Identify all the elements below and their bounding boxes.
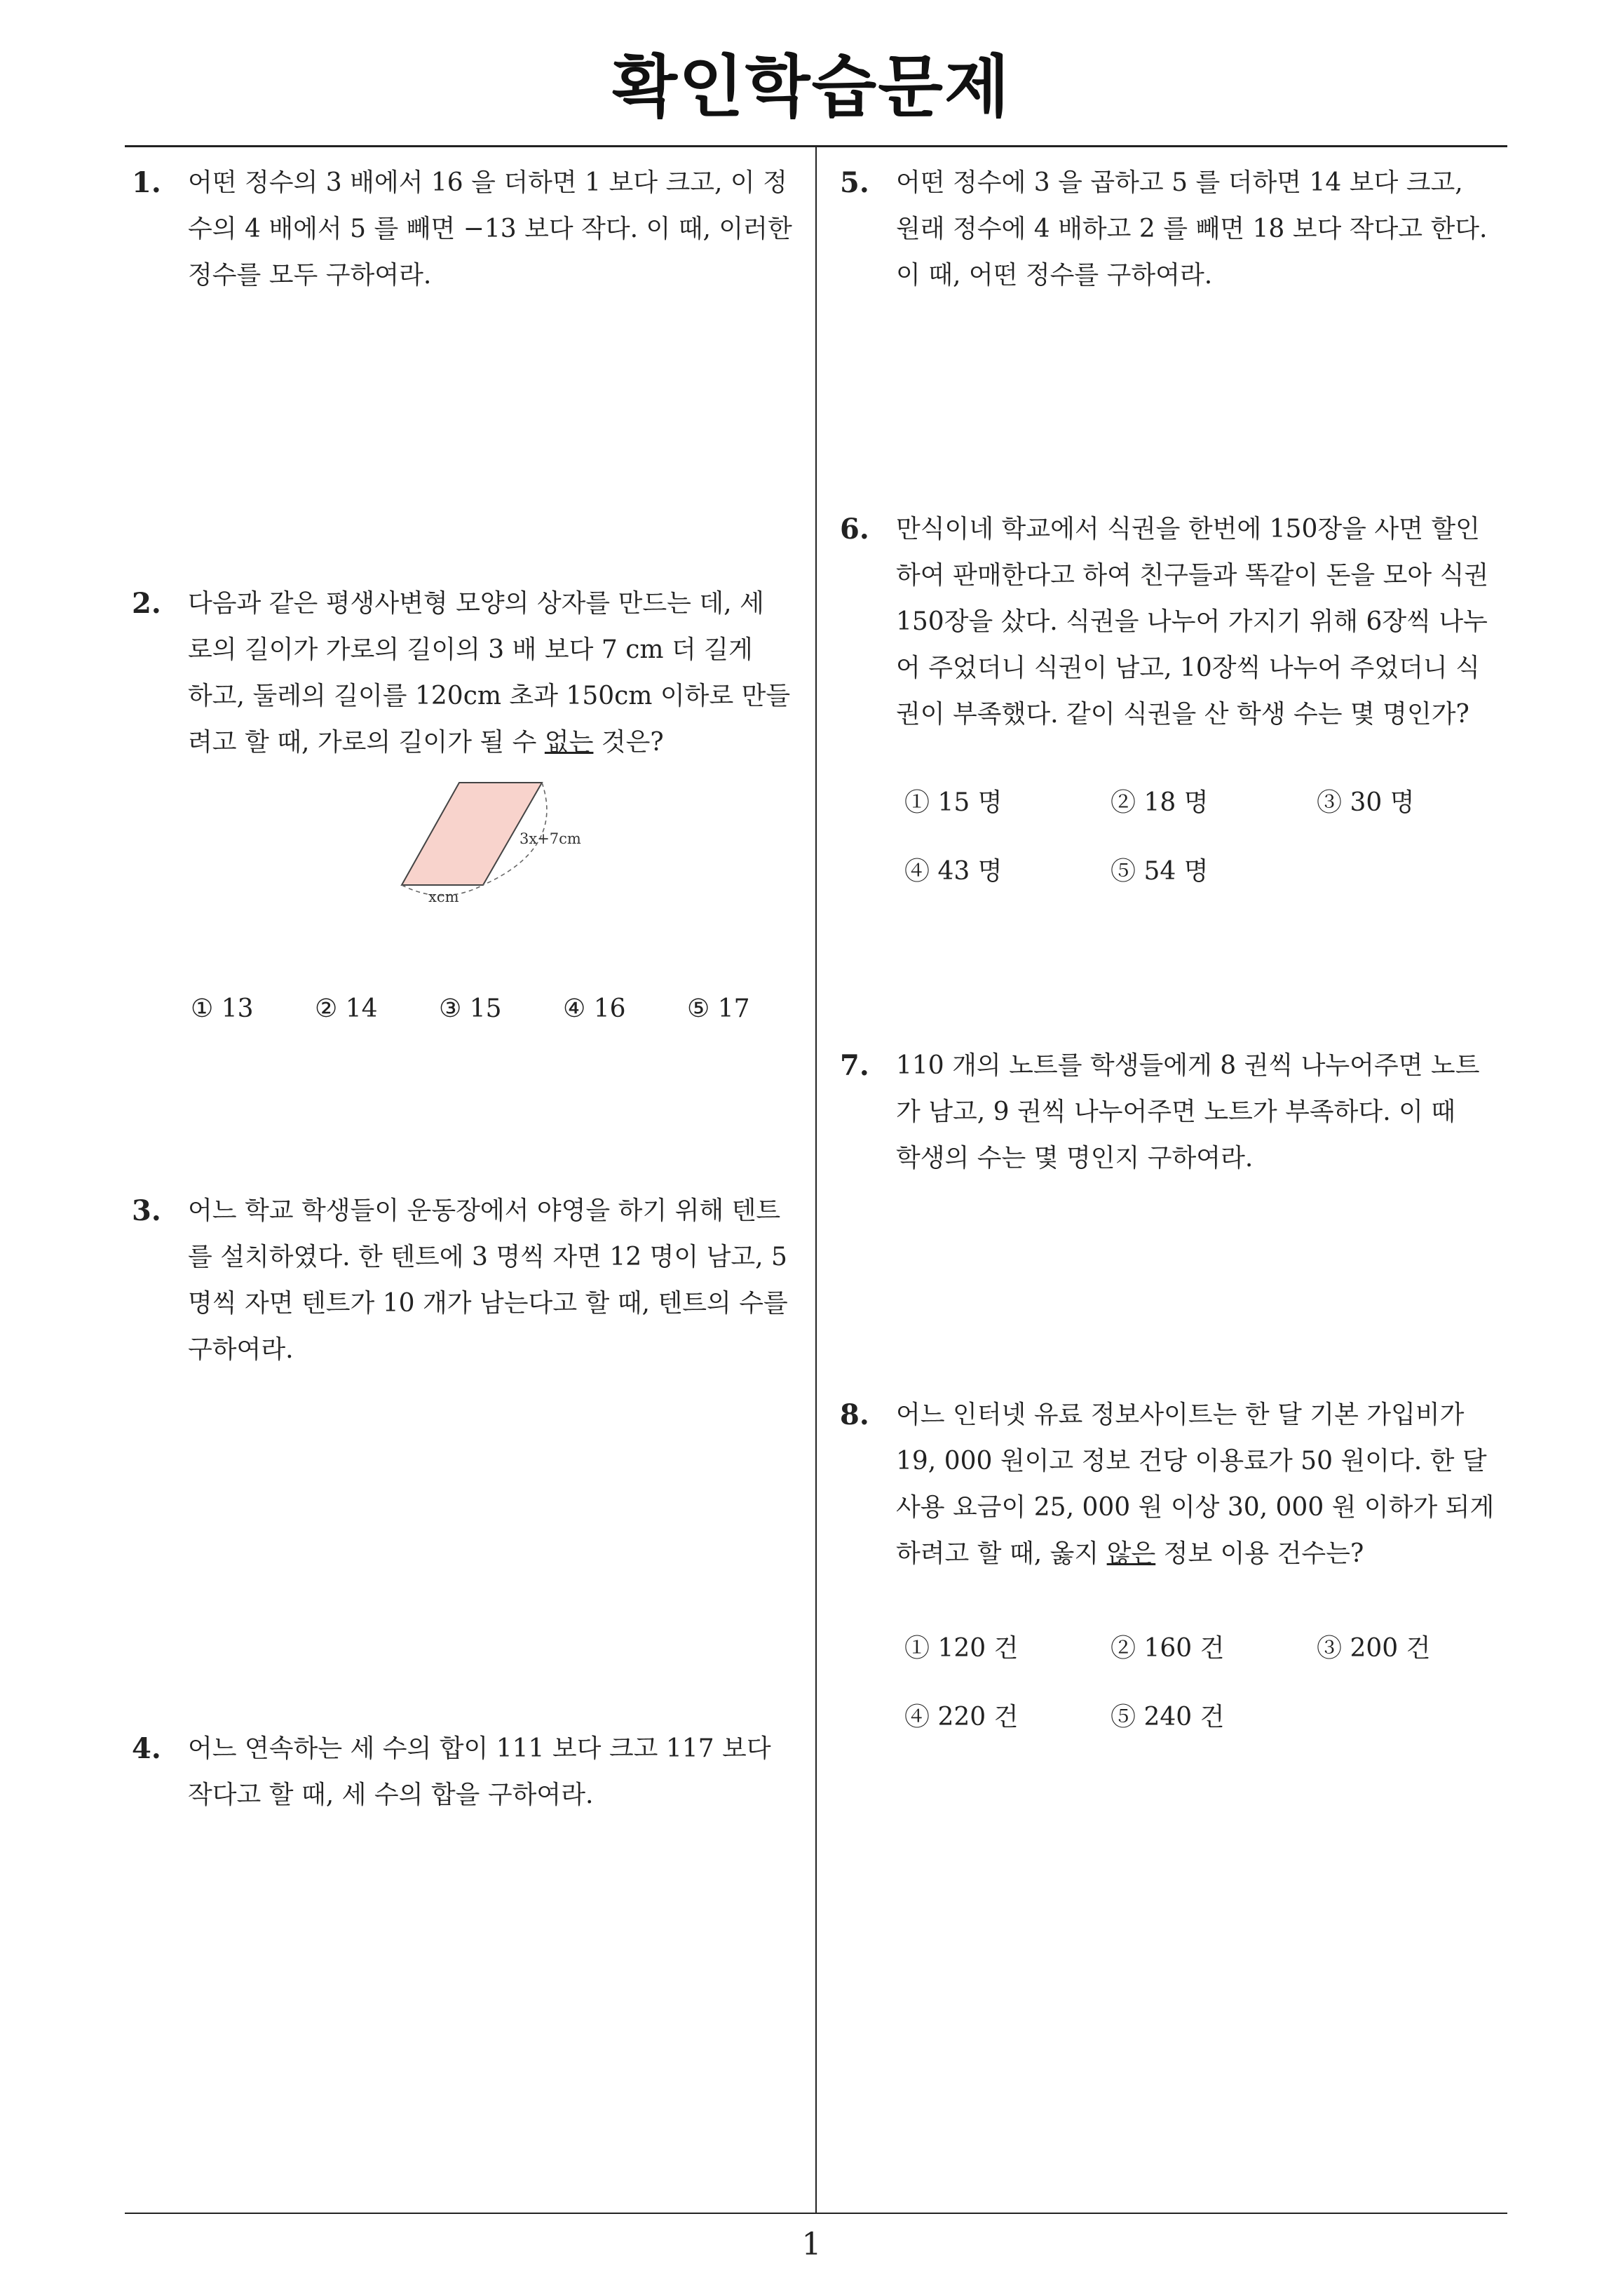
question-text [188,160,805,299]
question-text [188,581,805,766]
question-line: 하고, 둘레의 길이를 120cm 초과 150cm 이하로 만들 [188,682,791,710]
choice-4[interactable]: ④ 16 [563,994,626,1023]
question-number: 4. [132,1732,161,1765]
question-line: 권이 부족했다. 같이 식권을 산 학생 수는 몇 명인가? [896,700,1469,729]
question-line: 어떤 정수의 3 배에서 16 을 더하면 1 보다 크고, 이 정 [188,168,787,197]
choice-1[interactable]: ① 13 [191,994,254,1023]
question-line: 를 설치하였다. 한 텐트에 3 명씩 자면 12 명이 남고, 5 [188,1243,787,1271]
base-length-label: xcm [428,889,459,905]
question-number: 7. [840,1049,869,1082]
question-line: 어떤 정수에 3 을 곱하고 5 를 더하면 14 보다 크고, [896,168,1463,197]
question-line: 사용 요금이 25, 000 원 이상 30, 000 원 이하가 되게 [896,1493,1495,1522]
question-text [188,1726,805,1818]
question-line: 명씩 자면 텐트가 10 개가 남는다고 할 때, 텐트의 수를 [188,1289,788,1318]
question-number: 6. [840,513,869,546]
choice-3[interactable]: ③ 30 명 [1317,788,1415,817]
question-line: 19, 000 원이고 정보 건당 이용료가 50 원이다. 한 달 [896,1447,1487,1475]
question-line [188,720,805,766]
question-text [896,1043,1513,1182]
question-number: 2. [132,587,161,620]
page-number: 1 [801,2227,822,2262]
question-line: 다음과 같은 평생사변형 모양의 상자를 만드는 데, 세 [188,589,764,618]
question-line-pre: 하려고 할 때, 옳지 [896,1539,1107,1568]
choice-3[interactable]: ③ 15 [439,994,502,1023]
question-line: 로의 길이가 가로의 길이의 3 배 보다 7 cm 더 길게 [188,635,753,664]
question-1 [132,160,805,299]
question-line: 가 남고, 9 권씩 나누어주면 노트가 부족하다. 이 때 [896,1098,1456,1126]
question-text [896,506,1513,738]
choice-4[interactable]: ④ 220 건 [904,1703,1019,1731]
underlined-keyword: 없는 [544,728,594,757]
question-line: 110 개의 노트를 학생들에게 8 권씩 나누어주면 노트 [896,1051,1480,1080]
question-line: 학생의 수는 몇 명인지 구하여라. [896,1144,1254,1173]
question-text [896,160,1513,299]
column-divider [815,145,817,2214]
question-8 [840,1392,1513,1577]
choice-5[interactable]: ⑤ 17 [687,994,750,1023]
choice-2[interactable]: ② 14 [315,994,378,1023]
question-line: 어느 연속하는 세 수의 합이 111 보다 크고 117 보다 [188,1734,771,1763]
question-line: 이 때, 어떤 정수를 구하여라. [896,261,1213,290]
question-line: 구하여라. [188,1335,294,1364]
question-5 [840,160,1513,299]
question-line: 어 주었더니 식권이 남고, 10장씩 나누어 주었더니 식 [896,654,1480,682]
underlined-keyword: 않은 [1106,1539,1156,1568]
choice-3[interactable]: ③ 200 건 [1317,1634,1431,1663]
page-title: 확인학습문제 [612,48,1011,126]
question-line: 150장을 샀다. 식권을 나누어 가지기 위해 6장씩 나누 [896,607,1488,636]
choice-4[interactable]: ④ 43 명 [904,857,1003,886]
choice-1[interactable]: ① 15 명 [904,788,1003,817]
question-4 [132,1726,805,1818]
question-line: 원래 정수에 4 배하고 2 를 빼면 18 보다 작다고 한다. [896,215,1488,243]
footer-rule [125,2213,1507,2214]
question-text [896,1392,1513,1577]
question-line: 하여 판매한다고 하여 친구들과 똑같이 돈을 모아 식권 [896,561,1489,590]
question-line: 정수를 모두 구하여라. [188,261,432,290]
question-number: 1. [132,166,161,199]
question-6 [840,506,1513,738]
question-7 [840,1043,1513,1182]
question-line: 만식이네 학교에서 식권을 한번에 150장을 사면 할인 [896,515,1480,543]
choice-5[interactable]: ⑤ 240 건 [1111,1703,1225,1731]
question-line-pre: 려고 할 때, 가로의 길이가 될 수 [188,728,545,757]
question-line-post: 것은? [593,728,664,757]
question-line: 어느 인터넷 유료 정보사이트는 한 달 기본 가입비가 [896,1400,1465,1429]
question-line: 작다고 할 때, 세 수의 합을 구하여라. [188,1781,594,1809]
choice-5[interactable]: ⑤ 54 명 [1111,857,1209,886]
question-line: 수의 4 배에서 5 를 빼면 −13 보다 작다. 이 때, 이러한 [188,215,792,243]
question-3 [132,1188,805,1373]
question-line [896,1531,1513,1577]
question-line-post: 정보 이용 건수는? [1155,1539,1364,1568]
choice-2[interactable]: ② 18 명 [1111,788,1209,817]
question-line: 어느 학교 학생들이 운동장에서 야영을 하기 위해 텐트 [188,1196,781,1225]
question-2 [132,581,805,766]
question-number: 3. [132,1194,161,1227]
parallelogram-figure [389,771,613,919]
question-text [188,1188,805,1373]
question-number: 5. [840,166,869,199]
question-number: 8. [840,1398,869,1431]
choice-1[interactable]: ① 120 건 [904,1634,1019,1663]
side-length-label: 3x+7cm [520,830,581,847]
choice-2[interactable]: ② 160 건 [1111,1634,1225,1663]
